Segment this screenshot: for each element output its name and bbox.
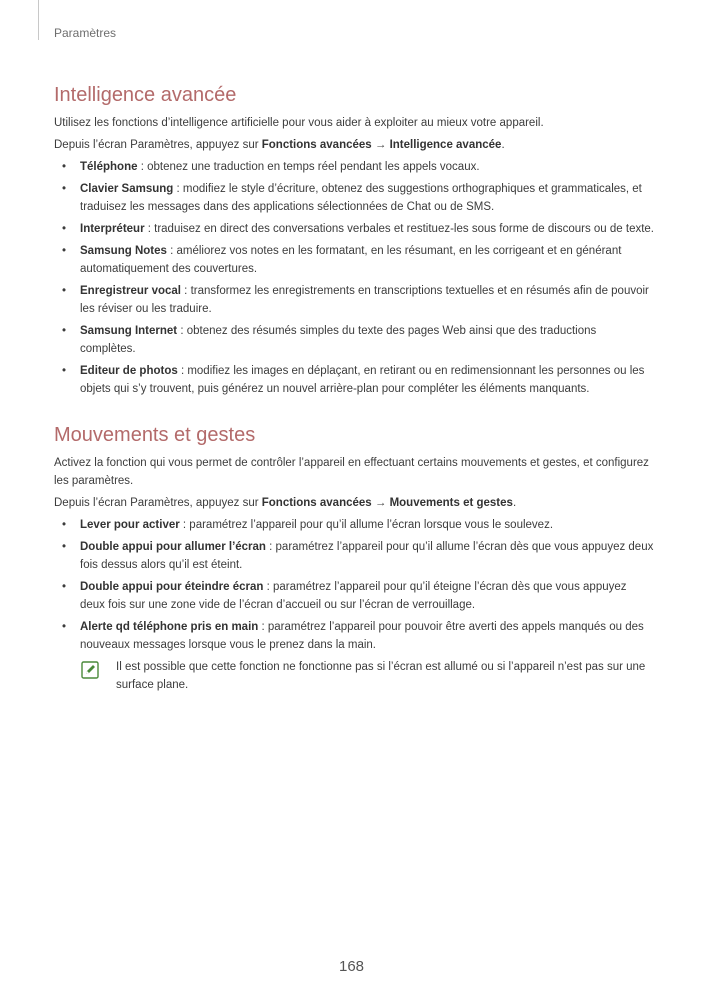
path-suffix: . (501, 139, 505, 151)
path-prefix: Depuis l’écran Paramètres, appuyez sur (54, 497, 262, 509)
list-item (54, 322, 654, 358)
settings-path (54, 136, 654, 154)
running-header: Paramètres (54, 26, 117, 40)
list-item (54, 242, 654, 278)
list-item (54, 578, 654, 614)
item-term: Double appui pour allumer l’écran (80, 541, 266, 553)
note-pencil-icon (81, 661, 99, 679)
item-text: : obtenez une traduction en temps réel pendant les appels vocaux. (137, 161, 480, 173)
section-intro: Activez la fonction qui vous permet de contrôler l’appareil en effectuant certains mouvements et gestes, et configurez les paramètres. (54, 457, 649, 487)
header-divider (38, 0, 39, 40)
section-intro: Utilisez les fonctions d’intelligence artificielle pour vous aider à exploiter au mieux votre appareil. (54, 117, 544, 129)
item-term: Alerte qd téléphone pris en main (80, 621, 259, 633)
feature-list (54, 158, 654, 398)
path-arrow: → (371, 497, 390, 509)
list-item (54, 538, 654, 574)
section-title-gestures: Mouvements et gestes (54, 424, 256, 446)
item-term: Editeur de photos (80, 365, 178, 377)
item-text: : transformez les enregistrements en transcriptions textuelles et en résumés afin de pouvoir les réviser ou les traduire. (80, 285, 649, 315)
page-content (54, 80, 654, 694)
page-number: 168 (338, 958, 365, 975)
item-text: : améliorez vos notes en les formatant, en les résumant, en les corrigeant et en générant automatiquement des couvertures. (80, 245, 622, 275)
item-term: Samsung Notes (80, 245, 167, 257)
item-term: Interpréteur (80, 223, 145, 235)
list-item (54, 180, 654, 216)
list-item (54, 618, 654, 654)
path-step: Fonctions avancées (261, 497, 372, 509)
path-step: Fonctions avancées (261, 139, 372, 151)
note-text: Il est possible que cette fonction ne fonctionne pas si l’écran est allumé ou si l’appareil n’est pas sur une surface plane. (116, 661, 646, 691)
path-step: Mouvements et gestes (389, 497, 513, 509)
item-text: : obtenez des résumés simples du texte des pages Web ainsi que des traductions complètes. (80, 325, 597, 355)
item-term: Samsung Internet (80, 325, 178, 337)
item-text: : traduisez en direct des conversations verbales et restituez-les sous forme de discours ou de texte. (144, 223, 654, 235)
note-box (54, 658, 654, 694)
item-text: : paramétrez l’appareil pour pouvoir être averti des appels manqués ou des nouveaux messages lorsque vous le prenez dans la main. (80, 621, 644, 651)
list-item (54, 282, 654, 318)
section-title-intelligence: Intelligence avancée (54, 84, 237, 106)
item-text: : paramétrez l’appareil pour qu’il allume l’écran dès que vous appuyez deux fois dessus alors qu’il est éteint. (80, 541, 654, 571)
item-term: Clavier Samsung (80, 183, 174, 195)
path-step: Intelligence avancée (389, 139, 502, 151)
item-text: : paramétrez l’appareil pour qu’il allume l’écran lorsque vous le soulevez. (179, 519, 554, 531)
item-term: Téléphone (80, 161, 138, 173)
list-item (54, 362, 654, 398)
item-text: : modifiez le style d’écriture, obtenez des suggestions orthographiques et grammaticales, et traduisez les messages dans des applications sélectionnées de Chat ou de SMS. (80, 183, 642, 213)
list-item (54, 158, 654, 176)
settings-path (54, 494, 654, 512)
item-term: Enregistreur vocal (80, 285, 181, 297)
item-text: : paramétrez l’appareil pour qu’il éteigne l’écran dès que vous appuyez deux fois sur une zone vide de l’écran d’accueil ou sur l’écran de verrouillage. (80, 581, 627, 611)
item-text: : modifiez les images en déplaçant, en retirant ou en redimensionnant les personnes ou les objets qui s’y trouvent, puis générez un nouvel arrière-plan pour compléter les éléments manquants. (80, 365, 645, 395)
list-item (54, 516, 654, 534)
item-term: Double appui pour éteindre écran (80, 581, 264, 593)
path-suffix: . (512, 497, 517, 509)
item-term: Lever pour activer (80, 519, 180, 531)
path-arrow: → (371, 139, 390, 151)
path-prefix: Depuis l’écran Paramètres, appuyez sur (54, 139, 262, 151)
feature-list (54, 516, 654, 654)
list-item (54, 220, 654, 238)
